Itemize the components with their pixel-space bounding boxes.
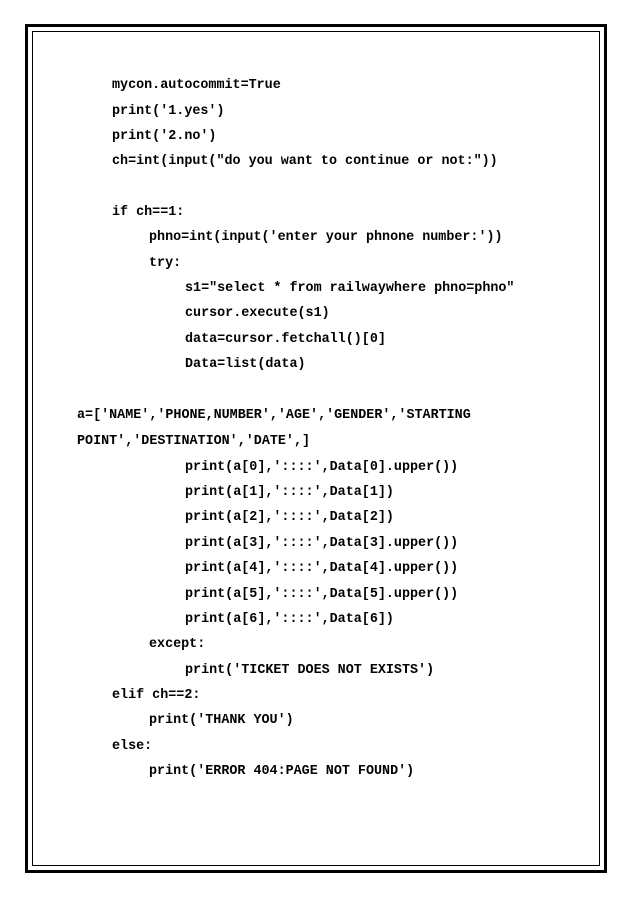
code-line: phno=int(input('enter your phnone number:')): [149, 230, 503, 245]
code-line: try:: [149, 256, 182, 271]
code-line: cursor.execute(s1): [185, 306, 330, 321]
code-line: print(a[6],'::::',Data[6]): [185, 612, 394, 627]
code-line: print('THANK YOU'): [149, 713, 294, 728]
code-line: ch=int(input("do you want to continue or not:")): [112, 154, 498, 169]
code-line: print('2.no'): [112, 129, 217, 144]
code-line: s1="select * from railwaywhere phno=phno": [185, 281, 515, 296]
code-line: a=['NAME','PHONE,NUMBER','AGE','GENDER','STARTING: [77, 408, 471, 423]
code-line: print(a[5],'::::',Data[5].upper()): [185, 587, 459, 602]
code-line: if ch==1:: [112, 205, 185, 220]
code-line: elif ch==2:: [112, 688, 201, 703]
code-line: print('TICKET DOES NOT EXISTS'): [185, 663, 435, 678]
code-line: except:: [149, 637, 206, 652]
code-line: data=cursor.fetchall()[0]: [185, 332, 386, 347]
code-line: print(a[1],'::::',Data[1]): [185, 485, 394, 500]
code-line: mycon.autocommit=True: [112, 78, 281, 93]
code-line: print('1.yes'): [112, 104, 225, 119]
code-line: print('ERROR 404:PAGE NOT FOUND'): [149, 764, 415, 779]
code-line: else:: [112, 739, 153, 754]
code-line: print(a[0],'::::',Data[0].upper()): [185, 460, 459, 475]
code-line: print(a[3],'::::',Data[3].upper()): [185, 536, 459, 551]
code-line: Data=list(data): [185, 357, 306, 372]
code-line: print(a[4],'::::',Data[4].upper()): [185, 561, 459, 576]
code-line: print(a[2],'::::',Data[2]): [185, 510, 394, 525]
code-line: POINT','DESTINATION','DATE',]: [77, 434, 311, 449]
